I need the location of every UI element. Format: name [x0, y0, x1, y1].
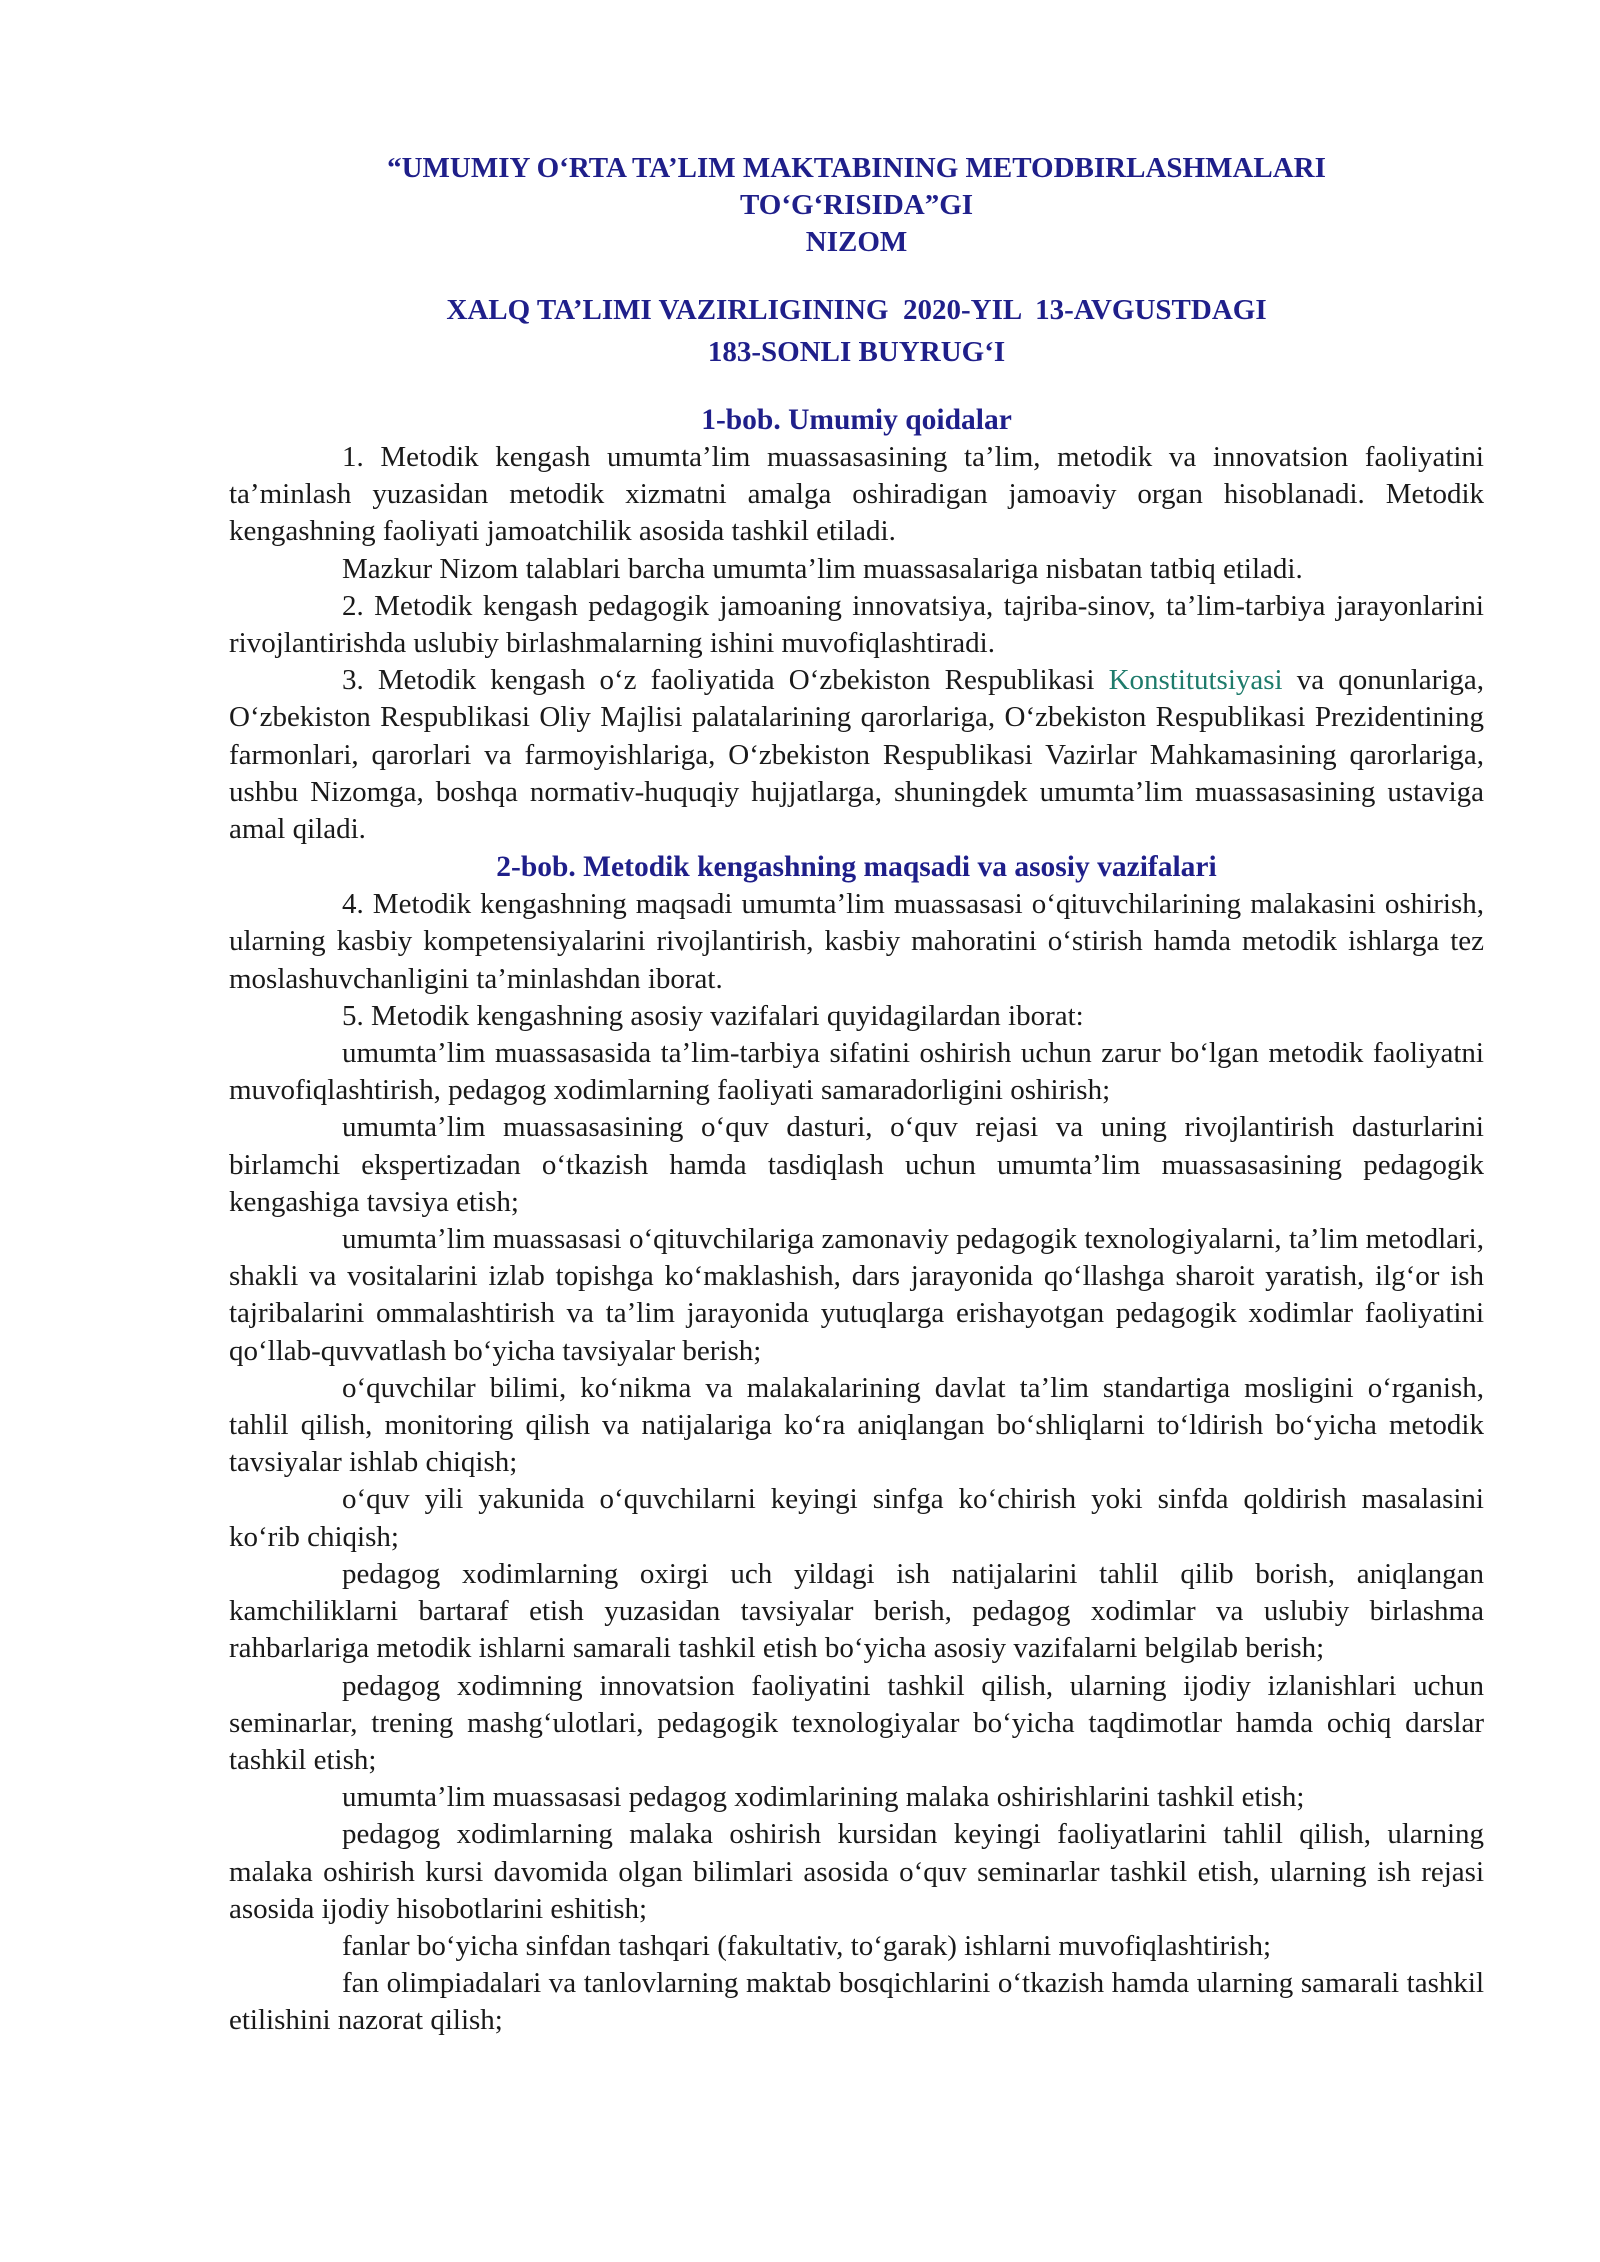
title-line-1: “UMUMIY O‘RTA TA’LIM MAKTABINING METODBIRLASHMALARI: [387, 152, 1326, 184]
chapter-2-heading: 2-bob. Metodik kengashning maqsadi va asosiy vazifalari: [496, 851, 1217, 884]
task-item: umumta’lim muassasasida ta’lim-tarbiya sifatini oshirish uchun zarur bo‘lgan metodik faoliyatni muvofiqlashtirish, pedagog xodimlarning faoliyati samaradorligini oshirish;: [229, 1037, 1484, 1107]
chapter-1-heading: 1-bob. Umumiy qoidalar: [701, 404, 1012, 436]
paragraph-4-text-end: va qonunlariga, O‘zbekiston Respublikasi Oliy Majlisi palatalarining qarorlariga, O‘zbekiston Respublikasi Prezidentining farmonlari, qarorlari va farmoyishlariga, O‘zbekiston Respublikasi Vazirlar Mahkamasining qarorlariga, ushbu Nizomga, boshqa normativ-huquqiy hujjatlarga, shuningdek umumta’lim muassasasining ustaviga amal qiladi.: [229, 664, 1484, 846]
chapter-1-paragraph-4: [229, 662, 1484, 848]
constitution-link[interactable]: Konstitutsiyasi: [1108, 664, 1283, 697]
task-item: fanlar bo‘yicha sinfdan tashqari (fakultativ, to‘garak) ishlarni muvofiqlashtirish;: [342, 1929, 1272, 1962]
chapter-1-paragraph-1: 1. Metodik kengash umumta’lim muassasasining ta’lim, metodik va innovatsion faoliyatini ta’minlash yuzasidan metodik xizmatni amalga oshiradigan jamoaviy organ hisoblanadi. Metodik kengashning faoliyati jamoatchilik asosida tashkil etiladi.: [229, 441, 1484, 548]
task-item: pedagog xodimlarning oxirgi uch yildagi ish natijalarini tahlil qilib borish, aniqlangan kamchiliklarni bartaraf etish yuzasidan tavsiyalar berish, pedagog xodimlar va uslubiy birlashma rahbarlariga metodik ishlarni samarali tashkil etish bo‘yicha asosiy vazifalarni belgilab berish;: [229, 1557, 1484, 1665]
task-item: pedagog xodimning innovatsion faoliyatini tashkil qilish, ularning ijodiy izlanishlari uchun seminarlar, trening mashg‘ulotlari, pedagogik texnologiyalar bo‘yicha taqdimotlar hamda ochiq darslar tashkil etish;: [229, 1669, 1484, 1776]
task-item: umumta’lim muassasasi o‘qituvchilariga zamonaviy pedagogik texnologiyalarni, ta’lim metodlari, shakli va vositalarini izlab topishga ko‘maklashish, dars jarayonida qo‘llashga sharoit yaratish, ilg‘or ish tajribalarini ommalashtirish va ta’lim jarayonida yutuqlarga erishayotgan pedagogik xodimlar faoliyatini qo‘llab-quvvatlash bo‘yicha tavsiyalar berish;: [229, 1223, 1484, 1367]
order-line-1: XALQ TA’LIMI VAZIRLIGINING 2020-YIL 13-AVGUSTDAGI: [446, 294, 1267, 326]
task-item: umumta’lim muassasasi pedagog xodimlarining malaka oshirishlarini tashkil etish;: [342, 1781, 1305, 1814]
task-item: o‘quv yili yakunida o‘quvchilarni keyingi sinfga ko‘chirish yoki sinfda qoldirish masalasini ko‘rib chiqish;: [229, 1483, 1484, 1553]
task-item: fan olimpiadalari va tanlovlarning maktab bosqichlarini o‘tkazish hamda ularning samarali tashkil etilishini nazorat qilish;: [229, 1967, 1484, 2037]
title-line-3: NIZOM: [805, 226, 908, 258]
document-page: [229, 150, 1484, 2040]
document-title: [229, 150, 1484, 261]
order-line-2: 183-SONLI BUYRUG‘I: [707, 336, 1006, 368]
task-item: pedagog xodimlarning malaka oshirish kursidan keyingi faoliyatlarini tahlil qilish, ularning malaka oshirish kursi davomida olgan bilimlari asosida o‘quv seminarlar tashkil etish, ularning ish rejasi asosida ijodiy hisobotlarini eshitish;: [229, 1818, 1484, 1925]
paragraph-4-text-start: 3. Metodik kengash o‘z faoliyatida O‘zbekiston Respublikasi: [342, 664, 1109, 697]
chapter-1-paragraph-3: 2. Metodik kengash pedagogik jamoaning innovatsiya, tajriba-sinov, ta’lim-tarbiya jarayonlarini rivojlantirishda uslubiy birlashmalarning ishini muvofiqlashtiradi.: [229, 589, 1484, 660]
task-item: umumta’lim muassasasining o‘quv dasturi, o‘quv rejasi va uning rivojlantirish dasturlarini birlamchi ekspertizadan o‘tkazish hamda tasdiqlash uchun umumta’lim muassasasining pedagogik kengashiga tavsiya etish;: [229, 1111, 1484, 1218]
title-line-2: TO‘G‘RISIDA”GI: [739, 189, 974, 221]
task-item: o‘quvchilar bilimi, ko‘nikma va malakalarining davlat ta’lim standartiga mosligini o‘rganish, tahlil qilish, monitoring qilish va natijalariga ko‘ra aniqlangan bo‘shliqlarni to‘ldirish bo‘yicha metodik tavsiyalar ishlab chiqish;: [229, 1371, 1484, 1479]
chapter-2-paragraph-1: 4. Metodik kengashning maqsadi umumta’lim muassasasi o‘qituvchilarining malakasini oshirish, ularning kasbiy kompetensiyalarini rivojlantirish, kasbiy mahoratini o‘stirish hamda metodik ishlarga tez moslashuvchanligini ta’minlashdan iborat.: [229, 888, 1484, 995]
chapter-1-paragraph-2: Mazkur Nizom talablari barcha umumta’lim muassasalariga nisbatan tatbiq etiladi.: [342, 552, 1303, 585]
chapter-2-paragraph-2: 5. Metodik kengashning asosiy vazifalari quyidagilardan iborat:: [342, 999, 1084, 1032]
order-reference: [229, 289, 1484, 373]
